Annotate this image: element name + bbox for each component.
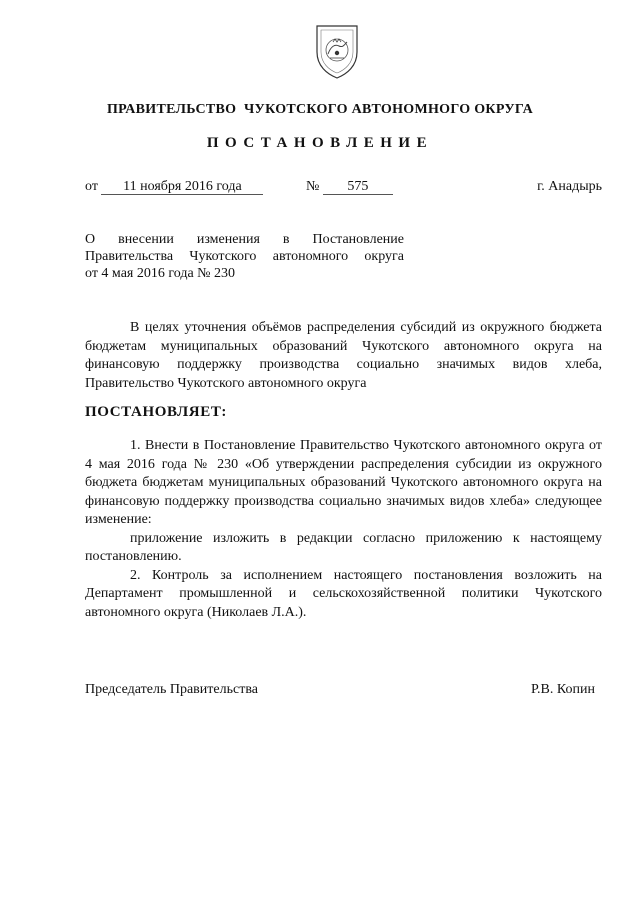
decree-word: ПОСТАНОВЛЯЕТ: [85, 404, 228, 420]
date-prefix: от [85, 179, 98, 194]
preamble-paragraph: В целях уточнения объёмов распределения субсидий из окружного бюджета бюджетам муниципальных образований Чукотского автономного округа на финансовую поддержку производства социально значимых видов хлеба, Правительство Чукотского автономного округа [85, 320, 602, 391]
coat-of-arms-icon [313, 22, 361, 80]
government-title: ПРАВИТЕЛЬСТВО ЧУКОТСКОГО АВТОНОМНОГО ОКРУГА [106, 102, 534, 117]
decree-items [85, 437, 602, 622]
subject-line: Правительства Чукотского автономного округа [85, 249, 404, 264]
signatory-name: Р.В. Копин [531, 682, 595, 697]
number-value: 575 [323, 180, 393, 195]
preamble-block [85, 319, 602, 393]
subject-line: от 4 мая 2016 года № 230 [85, 266, 236, 281]
subject-line: О внесении изменения в Постановление [85, 232, 404, 247]
number-sign: № [306, 179, 320, 194]
decree-item: 1. Внести в Постановление Правительство Чукотского автономного округа от 4 мая 2016 года № 230 «Об утверждении распределения субсидии из окружного бюджета бюджетам муниципальных образований Чукотского автономного округа на финансовую поддержку производства социально значимых видов хлеба» следующее изменение: [85, 438, 602, 527]
document-subject [85, 231, 404, 282]
decree-item: 2. Контроль за исполнением настоящего постановления возложить на Департамент промышленной и сельскохозяйственной политики Чукотского автономного округа (Николаев Л.А.). [85, 567, 602, 620]
document-number [306, 179, 393, 195]
signatory-position: Председатель Правительства [85, 682, 258, 697]
document-date [85, 179, 263, 195]
document-place: г. Анадырь [537, 179, 602, 194]
date-value: 11 ноября 2016 года [101, 180, 263, 195]
decree-item: приложение изложить в редакции согласно приложению к настоящему постановлению. [85, 530, 602, 564]
document-type-title: ПОСТАНОВЛЕНИЕ [206, 135, 434, 151]
